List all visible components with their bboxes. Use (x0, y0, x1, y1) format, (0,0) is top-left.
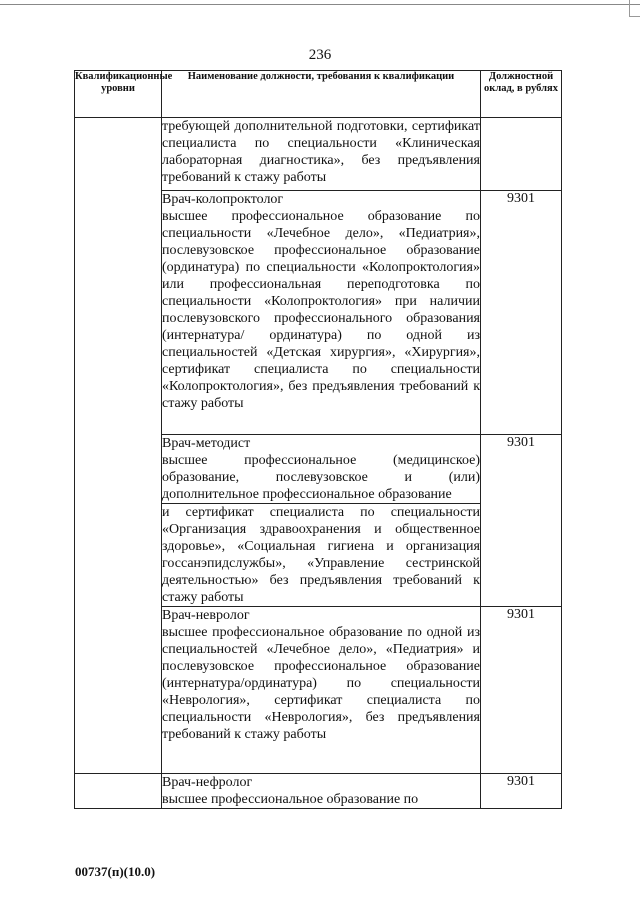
document-code: 00737(п)(10.0) (75, 864, 156, 879)
position-cell (162, 607, 481, 774)
position-cell (162, 118, 481, 191)
table-header-row (75, 71, 562, 118)
header-qualification-levels: Квалификационные уровни (75, 71, 162, 118)
position-title: Врач-методист (162, 436, 251, 451)
salary-cell (481, 118, 562, 191)
header-position-name: Наименование должности, требования к квалификации (162, 71, 481, 118)
position-title: Врач-невролог (162, 608, 250, 623)
position-title: Врач-нефролог (162, 775, 253, 790)
position-cell (162, 435, 481, 504)
table-row (75, 118, 562, 191)
position-requirements: высшее профессиональное образование по специальности «Лечебное дело», «Педиатрия», послевузовское профессиональное образование (ординатура) по специальности «Колопроктология» или профессиональная переподготовка по специальности «Колопроктология» при наличии послевузовского профессионального образования (интернатура/ ординатура) по одной из специальностей «Детская хирургия», «Хирургия», сертификат специалиста по специальности «Колопроктология», без предъявления требований к стажу работы (162, 209, 480, 411)
salary-cell: 9301 (481, 774, 562, 809)
position-cell (162, 774, 481, 809)
position-title: Врач-колопроктолог (162, 192, 284, 207)
qualification-table (74, 70, 562, 809)
level-cell (75, 118, 162, 774)
scan-edge-line (0, 4, 640, 5)
page-number: 236 (308, 47, 332, 63)
position-cell (162, 191, 481, 435)
position-requirements: и сертификат специалиста по специальности «Организация здравоохранения и общественное здоровье», «Социальная гигиена и организация госсанэпидслужбы», «Управление сестринской деятельностью» без предъявления требований к стажу работы (162, 505, 480, 605)
scan-corner-mark (629, 0, 640, 17)
level-cell (75, 774, 162, 809)
position-requirements: требующей дополнительной подготовки, сертификат специалиста по специальности «Клиническая лабораторная диагностика», без предъявления требований к стажу работы (162, 119, 480, 185)
table-row (75, 774, 562, 809)
salary-cell: 9301 (481, 435, 562, 607)
position-requirements: высшее профессиональное образование по одной из специальностей «Лечебное дело», «Педиатрия» и послевузовское профессиональное образование (интернатура/ординатура) по специальности «Неврология», сертификат специалиста по специальности «Неврология», без предъявления требований к стажу работы (162, 625, 480, 742)
salary-cell: 9301 (481, 607, 562, 774)
position-requirements: высшее профессиональное образование по (162, 792, 419, 807)
position-cell (162, 504, 481, 607)
salary-cell: 9301 (481, 191, 562, 435)
position-requirements: высшее профессиональное (медицинское) образование, послевузовское и (или) дополнительное профессиональное образование (162, 453, 480, 502)
header-salary: Должностной оклад, в рублях (481, 71, 562, 118)
